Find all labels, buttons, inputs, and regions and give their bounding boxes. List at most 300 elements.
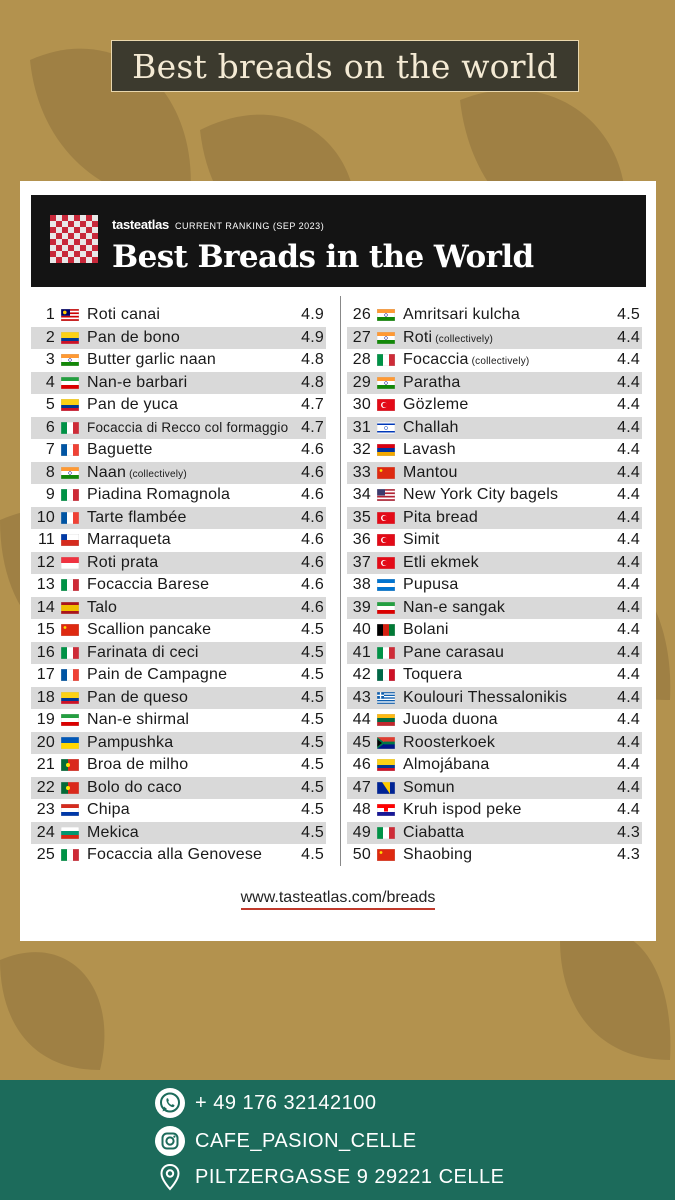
instagram-icon [155, 1126, 185, 1156]
bread-name-text: Nan-e shirmal [87, 711, 190, 729]
bread-name-text: Focaccia Barese [87, 576, 210, 594]
bread-score: 4.5 [301, 621, 324, 639]
rank-number: 33 [352, 463, 371, 481]
bread-name [403, 441, 610, 459]
ranking-row [347, 687, 642, 710]
bread-score: 4.6 [301, 508, 324, 526]
ranking-row [347, 462, 642, 485]
bread-name-text: Butter garlic naan [87, 351, 217, 369]
rank-number: 28 [352, 351, 371, 369]
turkey-flag-icon [377, 534, 395, 546]
bread-name-text: Pane carasau [403, 643, 505, 661]
turkey-flag-icon [377, 557, 395, 569]
bread-name [403, 644, 610, 662]
rank-number: 11 [37, 531, 55, 549]
bread-score: 4.4 [617, 531, 640, 549]
bread-score: 4.4 [617, 688, 640, 706]
whatsapp-icon [155, 1088, 185, 1118]
malaysia-flag-icon [61, 309, 79, 321]
bread-name-text: Gözleme [403, 396, 469, 414]
ranking-row [347, 507, 642, 530]
bread-name-text: Chipa [87, 801, 130, 819]
bread-name-text: Pan de queso [87, 688, 189, 706]
rank-number: 43 [352, 688, 371, 706]
bread-name [87, 554, 294, 572]
ranking-row [31, 484, 326, 507]
rank-number: 2 [45, 328, 55, 346]
bread-score: 4.4 [617, 486, 640, 504]
bread-score: 4.4 [617, 598, 640, 616]
bread-score: 4.4 [617, 328, 640, 346]
italy-flag-icon [61, 849, 79, 861]
usa-flag-icon [377, 489, 395, 501]
contact-footer [0, 1080, 675, 1200]
bread-name-text: Roti [403, 328, 433, 346]
bread-score: 4.6 [301, 598, 324, 616]
ranking-row [31, 417, 326, 440]
bread-score: 4.8 [301, 351, 324, 369]
ranking-row [31, 709, 326, 732]
card-title: Best Breads in the World [112, 239, 534, 275]
ranking-row [31, 372, 326, 395]
website-link[interactable] [20, 889, 656, 907]
bread-name-text: Challah [403, 418, 459, 436]
bread-score: 4.5 [301, 666, 324, 684]
bread-score: 4.5 [301, 823, 324, 841]
bread-name-text: Mekica [87, 823, 139, 841]
bread-name-text: Bolani [403, 621, 449, 639]
bread-score: 4.9 [301, 306, 324, 324]
colombia-flag-icon [377, 759, 395, 771]
bread-name [403, 554, 610, 572]
bread-name-text: Scallion pancake [87, 621, 212, 639]
bread-name [403, 464, 610, 482]
bread-name [403, 689, 610, 707]
bread-name [87, 801, 294, 819]
rank-number: 30 [352, 396, 371, 414]
italy-flag-icon [377, 827, 395, 839]
ranking-row [347, 394, 642, 417]
ranking-row [31, 552, 326, 575]
rank-number: 23 [36, 801, 55, 819]
rank-number: 9 [45, 486, 55, 504]
bread-name-text: Pan de yuca [87, 396, 179, 414]
card-header [31, 195, 646, 287]
bread-name [87, 689, 294, 707]
bread-score: 4.4 [617, 733, 640, 751]
bread-name [403, 374, 610, 392]
bread-score: 4.4 [617, 553, 640, 571]
bread-name [87, 531, 294, 549]
bread-name-text: Pampushka [87, 733, 174, 751]
rank-number: 49 [352, 823, 371, 841]
bread-name [87, 509, 294, 527]
ranking-row [347, 597, 642, 620]
ranking-row [347, 439, 642, 462]
rank-number: 3 [45, 351, 55, 369]
bread-score: 4.4 [617, 643, 640, 661]
ranking-row [347, 754, 642, 777]
ranking-row [347, 349, 642, 372]
iran-flag-icon [61, 377, 79, 389]
ranking-row [347, 822, 642, 845]
bread-score: 4.6 [301, 441, 324, 459]
iran-flag-icon [377, 602, 395, 614]
bread-score: 4.6 [301, 576, 324, 594]
bread-name [403, 509, 610, 527]
greece-flag-icon [377, 692, 395, 704]
bread-name-text: Simit [403, 531, 440, 549]
bread-score: 4.7 [301, 396, 324, 414]
ranking-row [31, 687, 326, 710]
bread-name [403, 711, 610, 729]
rank-number: 37 [352, 553, 371, 571]
rank-number: 40 [352, 621, 371, 639]
ranking-row [31, 844, 326, 867]
bread-name-text: Ciabatta [403, 823, 465, 841]
bread-score: 4.8 [301, 373, 324, 391]
ranking-row [31, 529, 326, 552]
bread-score: 4.4 [617, 418, 640, 436]
bread-name [87, 711, 294, 729]
instagram-handle: CAFE_PASION_CELLE [195, 1129, 417, 1152]
ranking-row [31, 597, 326, 620]
ranking-row [31, 732, 326, 755]
rank-number: 35 [352, 508, 371, 526]
bread-name-text: Pita bread [403, 508, 478, 526]
bread-score: 4.6 [301, 553, 324, 571]
rank-number: 38 [352, 576, 371, 594]
bread-name [403, 599, 610, 617]
bread-name [87, 576, 294, 594]
bread-name [403, 756, 610, 774]
rank-number: 27 [352, 328, 371, 346]
bread-score: 4.4 [617, 351, 640, 369]
bread-note: (collectively) [471, 356, 530, 368]
ranking-row [31, 754, 326, 777]
rank-number: 15 [36, 621, 55, 639]
brand-name: tasteatlas [112, 217, 169, 232]
ukraine-flag-icon [61, 737, 79, 749]
ranking-row [31, 822, 326, 845]
bread-name-text: Bolo do caco [87, 778, 182, 796]
bread-name [403, 779, 610, 797]
bread-score: 4.3 [617, 823, 640, 841]
bread-name-text: Etli ekmek [403, 553, 479, 571]
ranking-row [31, 304, 326, 327]
bread-name [403, 734, 610, 752]
ranking-row [347, 709, 642, 732]
rank-number: 20 [36, 733, 55, 751]
portugal-flag-icon [61, 782, 79, 794]
bread-name [403, 801, 610, 819]
phone-contact[interactable] [155, 1088, 376, 1118]
iran-flag-icon [61, 714, 79, 726]
bread-score: 4.5 [301, 711, 324, 729]
chile-flag-icon [61, 534, 79, 546]
rank-number: 19 [36, 711, 55, 729]
bread-score: 4.4 [617, 666, 640, 684]
ranking-row [347, 304, 642, 327]
armenia-flag-icon [377, 444, 395, 456]
rank-number: 5 [45, 396, 55, 414]
ranking-row [347, 529, 642, 552]
rank-number: 50 [352, 846, 371, 864]
ranking-row [347, 552, 642, 575]
paraguay-flag-icon [61, 804, 79, 816]
ranking-column-right [347, 304, 642, 867]
india-flag-icon [377, 309, 395, 321]
ranking-row [347, 642, 642, 665]
italy-flag-icon [61, 647, 79, 659]
bread-score: 4.5 [301, 778, 324, 796]
bread-name-text: Focaccia alla Genovese [87, 846, 263, 864]
rank-number: 1 [45, 306, 55, 324]
ranking-row [31, 462, 326, 485]
ranking-row [347, 417, 642, 440]
bread-name [87, 666, 294, 684]
rank-number: 26 [352, 306, 371, 324]
bread-name-text: Roosterkoek [403, 733, 496, 751]
bread-score: 4.5 [301, 688, 324, 706]
rank-number: 12 [36, 553, 55, 571]
ranking-row [31, 619, 326, 642]
rank-number: 42 [352, 666, 371, 684]
ranking-row [31, 777, 326, 800]
bread-name-text: Toquera [403, 666, 463, 684]
france-flag-icon [61, 444, 79, 456]
rank-number: 22 [36, 778, 55, 796]
bread-name-text: Paratha [403, 373, 461, 391]
ranking-column-left [31, 304, 326, 867]
bread-score: 4.4 [617, 373, 640, 391]
singapore-flag-icon [61, 557, 79, 569]
ranking-row [347, 664, 642, 687]
bread-name [403, 306, 610, 324]
bread-score: 4.4 [617, 711, 640, 729]
honduras-flag-icon [377, 579, 395, 591]
banner-title: Best breads on the world [132, 46, 558, 86]
bread-name-text: Somun [403, 778, 455, 796]
france-flag-icon [61, 669, 79, 681]
portugal-flag-icon [61, 759, 79, 771]
bread-score: 4.6 [301, 486, 324, 504]
bread-name-text: Tarte flambée [87, 508, 187, 526]
bread-name-text: Pan de bono [87, 328, 180, 346]
italy-flag-icon [61, 422, 79, 434]
ranking-row [347, 844, 642, 867]
ranking-card [20, 181, 656, 941]
bread-name-text: Marraqueta [87, 531, 171, 549]
bread-name [87, 621, 294, 639]
bread-note: (collectively) [129, 468, 187, 480]
bread-score: 4.6 [301, 531, 324, 549]
rank-number: 25 [36, 846, 55, 864]
bread-name [403, 824, 610, 842]
colombia-flag-icon [61, 332, 79, 344]
china-flag-icon [377, 849, 395, 861]
bread-name [403, 846, 610, 864]
bread-score: 4.5 [301, 756, 324, 774]
phone-number: + 49 176 32142100 [195, 1091, 377, 1114]
bread-score: 4.4 [617, 396, 640, 414]
bread-name-text: Baguette [87, 441, 153, 459]
spain-flag-icon [61, 602, 79, 614]
bread-name [403, 419, 610, 437]
bread-score: 4.7 [301, 418, 324, 436]
bread-name-text: Almojábana [403, 756, 490, 774]
top-banner [111, 40, 579, 92]
italy-flag-icon [61, 489, 79, 501]
turkey-flag-icon [377, 399, 395, 411]
bread-name [403, 531, 610, 549]
italy-flag-icon [377, 354, 395, 366]
rank-number: 18 [36, 688, 55, 706]
colombia-flag-icon [61, 399, 79, 411]
bread-note: (collectively) [435, 333, 494, 345]
bread-name-text: Focaccia di Recco col formaggio [87, 420, 289, 436]
mexico-flag-icon [377, 669, 395, 681]
rank-number: 6 [45, 418, 55, 436]
china-flag-icon [377, 467, 395, 479]
bread-name-text: Shaobing [403, 846, 473, 864]
rank-number: 39 [352, 598, 371, 616]
bread-name-text: New York City bagels [403, 486, 559, 504]
bread-name-text: Naan [87, 463, 127, 481]
ranking-row [31, 799, 326, 822]
bread-score: 4.5 [301, 846, 324, 864]
rank-number: 29 [352, 373, 371, 391]
ranking-row [31, 349, 326, 372]
bread-score: 4.4 [617, 621, 640, 639]
bread-name-text: Pain de Campagne [87, 666, 228, 684]
bulgaria-flag-icon [61, 827, 79, 839]
bread-name [87, 351, 294, 369]
bread-name-text: Focaccia [403, 351, 469, 369]
bread-name-text: Mantou [403, 463, 458, 481]
bread-score: 4.5 [301, 733, 324, 751]
bread-score: 4.4 [617, 441, 640, 459]
bread-name [403, 666, 610, 684]
italy-flag-icon [61, 579, 79, 591]
address-contact[interactable] [155, 1162, 504, 1192]
ranking-row [31, 394, 326, 417]
bread-name-text: Talo [87, 598, 118, 616]
bread-name [87, 824, 294, 842]
ranking-row [347, 327, 642, 350]
instagram-contact[interactable] [155, 1126, 417, 1156]
bread-name-text: Roti prata [87, 553, 159, 571]
bread-name [87, 734, 294, 752]
ranking-row [31, 664, 326, 687]
rank-number: 47 [352, 778, 371, 796]
website-url[interactable]: www.tasteatlas.com/breads [241, 889, 436, 910]
ranking-row [31, 327, 326, 350]
bread-name-text: Roti canai [87, 306, 161, 324]
bread-score: 4.5 [301, 801, 324, 819]
address-text: PILTZERGASSE 9 29221 CELLE [195, 1165, 505, 1188]
bread-score: 4.9 [301, 328, 324, 346]
bread-name-text: Kruh ispod peke [403, 801, 522, 819]
india-flag-icon [377, 377, 395, 389]
rank-number: 16 [36, 643, 55, 661]
ranking-row [31, 642, 326, 665]
france-flag-icon [61, 512, 79, 524]
bread-name [87, 779, 294, 797]
rank-number: 8 [45, 463, 55, 481]
rank-number: 17 [36, 666, 55, 684]
bread-name [87, 441, 294, 459]
ranking-row [347, 619, 642, 642]
bread-name [87, 756, 294, 774]
bread-name [403, 576, 610, 594]
bread-name [87, 599, 294, 617]
bread-name [403, 351, 610, 369]
bread-score: 4.4 [617, 801, 640, 819]
bread-name-text: Broa de milho [87, 756, 189, 774]
bread-score: 4.5 [617, 306, 640, 324]
rank-number: 48 [352, 801, 371, 819]
rank-number: 32 [352, 441, 371, 459]
bread-score: 4.4 [617, 778, 640, 796]
ranking-date: CURRENT RANKING (SEP 2023) [174, 221, 325, 231]
ranking-row [347, 574, 642, 597]
rank-number: 34 [352, 486, 371, 504]
rank-number: 4 [45, 373, 55, 391]
afghanistan-flag-icon [377, 624, 395, 636]
bread-name-text: Koulouri Thessalonikis [403, 688, 568, 706]
rank-number: 36 [352, 531, 371, 549]
israel-flag-icon [377, 422, 395, 434]
rank-number: 41 [352, 643, 371, 661]
ranking-row [347, 777, 642, 800]
bread-name-text: Nan-e sangak [403, 598, 506, 616]
bread-name-text: Amritsari kulcha [403, 306, 521, 324]
bread-score: 4.5 [301, 643, 324, 661]
bread-name-text: Lavash [403, 441, 456, 459]
ranking-row [347, 484, 642, 507]
bread-name-text: Pupusa [403, 576, 459, 594]
bread-name-text: Piadina Romagnola [87, 486, 231, 504]
italy-flag-icon [377, 647, 395, 659]
colombia-flag-icon [61, 692, 79, 704]
bread-score: 4.3 [617, 846, 640, 864]
bosnia-flag-icon [377, 782, 395, 794]
lithuania-flag-icon [377, 714, 395, 726]
rank-number: 14 [36, 598, 55, 616]
column-divider [340, 296, 341, 866]
bread-name [87, 329, 294, 347]
bread-name [87, 374, 294, 392]
ranking-row [347, 372, 642, 395]
bread-name [403, 486, 610, 504]
bread-name [87, 464, 294, 482]
location-pin-icon [155, 1162, 185, 1192]
southafrica-flag-icon [377, 737, 395, 749]
tablecloth-logo-icon [50, 215, 98, 263]
rank-number: 24 [36, 823, 55, 841]
rank-number: 44 [352, 711, 371, 729]
bread-name [403, 329, 610, 347]
bread-name [87, 396, 294, 414]
rank-number: 31 [352, 418, 371, 436]
bread-score: 4.6 [301, 463, 324, 481]
ranking-row [31, 439, 326, 462]
bread-score: 4.4 [617, 756, 640, 774]
rank-number: 46 [352, 756, 371, 774]
bread-score: 4.4 [617, 508, 640, 526]
india-flag-icon [61, 354, 79, 366]
